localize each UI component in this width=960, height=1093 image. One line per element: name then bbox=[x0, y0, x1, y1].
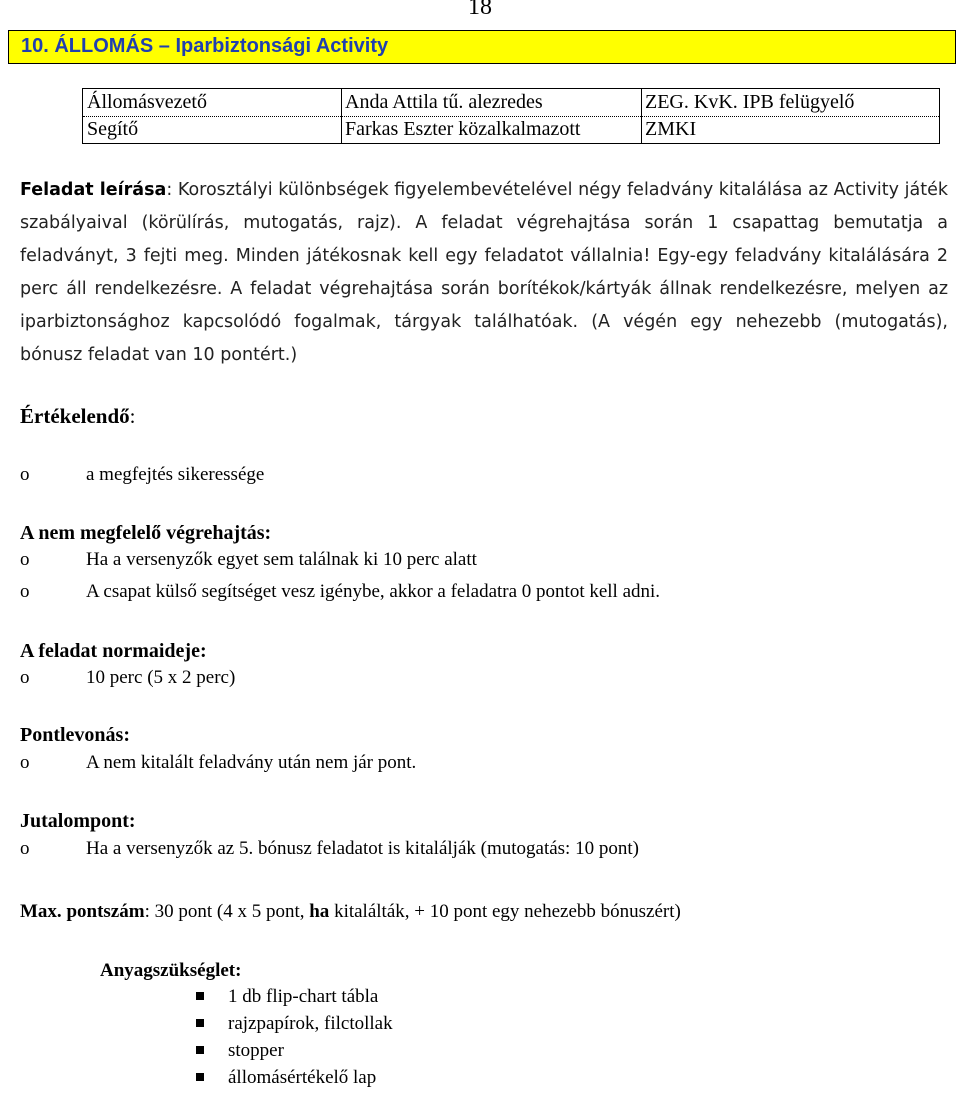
max-score: Max. pontszám: 30 pont (4 x 5 pont, ha kitalálták, + 10 pont egy nehezebb bónuszért) bbox=[20, 901, 681, 922]
task-label: Feladat leírása bbox=[20, 180, 167, 200]
staff-role: Állomásvezető bbox=[87, 91, 207, 113]
task-description bbox=[20, 174, 948, 372]
list-item: 1 db flip-chart tábla bbox=[228, 986, 379, 1007]
list-item: stopper bbox=[228, 1040, 284, 1061]
station-title: 10. ÁLLOMÁS – Iparbiztonsági Activity bbox=[21, 35, 389, 57]
list-item: rajzpapírok, filctollak bbox=[228, 1013, 393, 1034]
deduction-heading: Pontlevonás: bbox=[20, 724, 130, 746]
evaluated-heading: Értékelendő: bbox=[20, 404, 136, 428]
staff-org: ZMKI bbox=[645, 118, 697, 140]
staff-table bbox=[82, 88, 940, 144]
staff-org: ZEG. KvK. IPB felügyelő bbox=[645, 91, 855, 113]
station-title-banner bbox=[8, 30, 956, 64]
list-item: állomásértékelő lap bbox=[228, 1067, 377, 1088]
staff-row bbox=[83, 89, 939, 117]
staff-role: Segítő bbox=[87, 118, 139, 140]
staff-name: Farkas Eszter közalkalmazott bbox=[345, 118, 581, 140]
bonus-heading: Jutalompont: bbox=[20, 810, 136, 832]
bullet-square-icon bbox=[196, 1046, 204, 1054]
staff-name: Anda Attila tű. alezredes bbox=[345, 91, 543, 113]
improper-heading: A nem megfelelő végrehajtás: bbox=[20, 522, 272, 544]
page-number: 18 bbox=[468, 0, 492, 20]
materials-heading: Anyagszükséglet: bbox=[100, 960, 242, 981]
staff-row bbox=[83, 116, 939, 143]
bullet-square-icon bbox=[196, 1073, 204, 1081]
norm-heading: A feladat normaideje: bbox=[20, 640, 207, 662]
task-text: : Korosztályi különbségek figyelembevételével négy feladvány kitalálása az Activity játék szabályaival (körülírás, mutogatás, rajz). A feladat végrehajtása során 1 csapattag bemutatja a feladványt, 3 fejti meg. Minden játékosnak kell egy feladatot vállalnia! Egy-egy feladvány kitalálására 2 perc áll rendelkezésre. A feladat végrehajtása során borítékok/kártyák állnak rendelkezésre, melyen az iparbiztonsághoz kapcsolódó fogalmak, tárgyak találhatóak. (A végén egy nehezebb (mutogatás), bónusz feladat van 10 pontért.) bbox=[20, 180, 948, 365]
bullet-square-icon bbox=[196, 1019, 204, 1027]
bullet-square-icon bbox=[196, 992, 204, 1000]
